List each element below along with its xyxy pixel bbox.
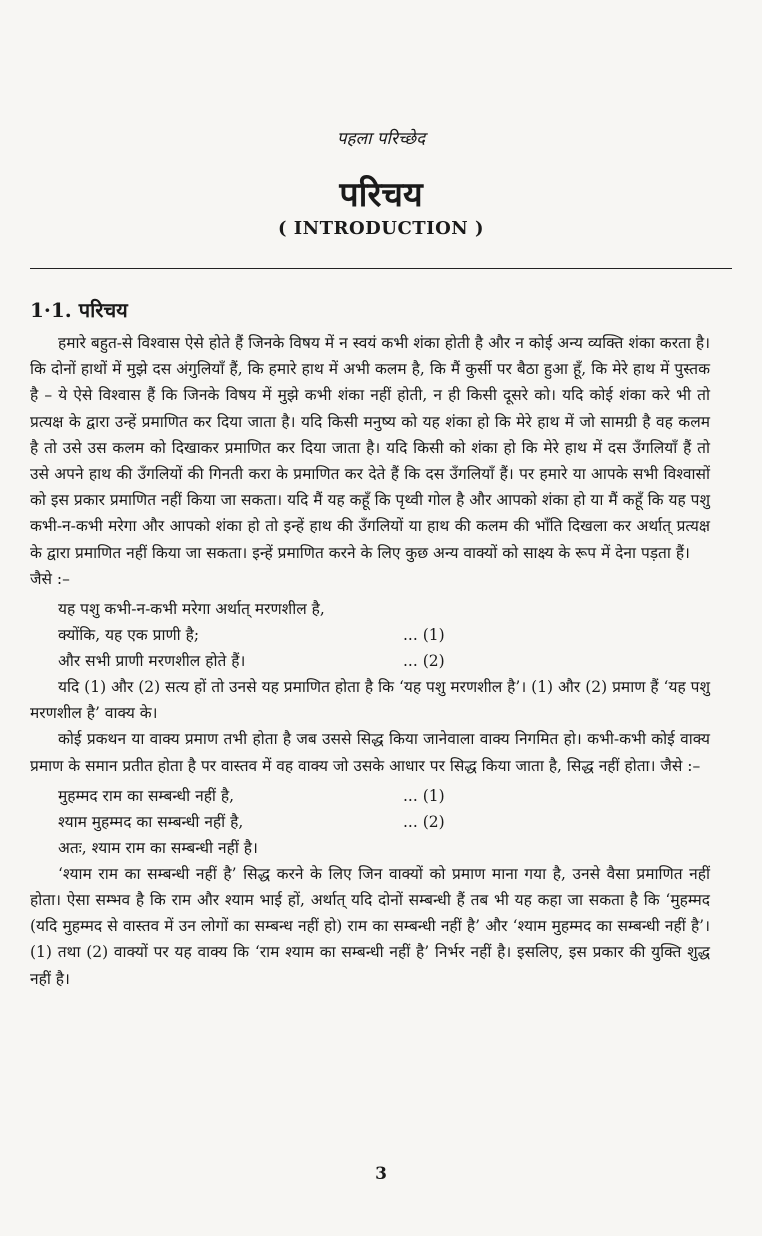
syllogism-1-premise-2: और सभी प्राणी मरणशील होते हैं। <box>58 651 246 670</box>
syllogism-2-premise-1: मुहम्मद राम का सम्बन्धी नहीं है, <box>58 786 235 805</box>
paragraph-1: हमारे बहुत-से विश्वास ऐसे होते हैं जिनके विषय में न स्वयं कभी शंका होती है और न कोई अन्य व्यक्ति शंका करता है। कि दोनों हाथों में मुझे दस अंगुलियाँ हैं, कि हमारे हाथ में अभी कलम है, कि मैं कुर्सी पर बैठा हुआ हूँ, कि मेरे हाथ में पुस्तक है – ये ऐसे विश्वास हैं कि जिनके विषय में मुझे कभी शंका नहीं होती, न ही किसी दूसरे को। यदि कोई शंका करे भी तो प्रत्यक्ष के द्वारा उन्हें प्रमाणित कर दिया जाता है। यदि किसी मनुष्य को यह शंका हो कि मेरे हाथ में जो सामग्री है वह कलम है तो उसे उस कलम को दिखाकर प्रमाणित कर दिया जाता है। यदि किसी को शंका हो कि मेरे हाथ में दस उँगलियाँ हैं तो उसे अपने हाथ की उँगलियों की गिनती करा के प्रमाणित कर देते हैं कि दस उँगलियाँ हैं। पर हमारे या आपके सभी विश्वासों को इस प्रकार प्रमाणित नहीं किया जा सकता। यदि मैं यह कहूँ कि पृथ्वी गोल है और आपको शंका हो या मैं कहूँ कि यह पशु कभी-न-कभी मरेगा और आपको शंका हो तो इन्हें हाथ की उँगलियों या हाथ की कलम की भाँति दिखला कर अर्थात् प्रत्यक्ष के द्वारा प्रमाणित नहीं किया जा सकता। इन्हें प्रमाणित करने के लिए कुछ अन्य वाक्यों को साक्ष्य के रूप में देना पड़ता हैं। <box>30 334 710 562</box>
syllogism-1-conclusion: यह पशु कभी-न-कभी मरेगा अर्थात् मरणशील है, <box>58 599 325 618</box>
section-heading: 1·1. परिचय <box>30 298 128 322</box>
page-number: 3 <box>375 1164 387 1184</box>
body-text <box>30 330 710 992</box>
chapter-label: पहला परिच्छेद <box>336 129 426 149</box>
paragraph-2: यदि (1) और (2) सत्य हों तो उनसे यह प्रमाणित होता है कि ‘यह पशु मरणशील है’। (1) और (2) प्रमाण हैं ‘यह पशु मरणशील है’ वाक्य के। <box>30 678 710 723</box>
syllogism-2-premise-2-number: ... (2) <box>403 812 445 831</box>
paragraph-3: कोई प्रकथन या वाक्य प्रमाण तभी होता है जब उससे सिद्ध किया जानेवाला वाक्य निगमित हो। कभी-कभी कोई वाक्य प्रमाण के समान प्रतीत होता है पर वास्तव में वह वाक्य जो उसके आधार पर सिद्ध किया जाता है, सिद्ध नहीं होता। जैसे :– <box>30 730 710 775</box>
syllogism-1-premise-2-number: ... (2) <box>403 651 445 670</box>
horizontal-rule <box>30 268 732 269</box>
chapter-subtitle: ( INTRODUCTION ) <box>277 218 485 239</box>
paragraph-4: ‘श्याम राम का सम्बन्धी नहीं है’ सिद्ध करने के लिए जिन वाक्यों को प्रमाण माना गया है, उनसे वैसा प्रमाणित नहीं होता। ऐसा सम्भव है कि राम और श्याम भाई हों, अर्थात् यदि दोनों सम्बन्धी हैं तब भी यह कहा जा सकता है कि ‘मुहम्मद (यदि मुहम्मद से वास्तव में उन लोगों का सम्बन्ध नहीं हो) राम का सम्बन्धी नहीं है’ और ‘श्याम मुहम्मद का सम्बन्धी नहीं है’। (1) तथा (2) वाक्यों पर यह वाक्य कि ‘राम श्याम का सम्बन्धी नहीं है’ निर्भर नहीं है। इसलिए, इस प्रकार की युक्ति शुद्ध नहीं है। <box>30 864 710 988</box>
syllogism-2-premise-1-number: ... (1) <box>403 786 445 805</box>
example-intro: जैसे :– <box>30 569 70 588</box>
syllogism-1-premise-1-number: ... (1) <box>403 625 445 644</box>
syllogism-2 <box>58 783 710 861</box>
syllogism-2-premise-2: श्याम मुहम्मद का सम्बन्धी नहीं है, <box>58 812 244 831</box>
syllogism-1 <box>58 596 710 674</box>
syllogism-2-conclusion: अतः, श्याम राम का सम्बन्धी नहीं है। <box>58 838 258 857</box>
syllogism-1-premise-1: क्योंकि, यह एक प्राणी है; <box>58 625 200 644</box>
chapter-title: परिचय <box>339 175 423 215</box>
